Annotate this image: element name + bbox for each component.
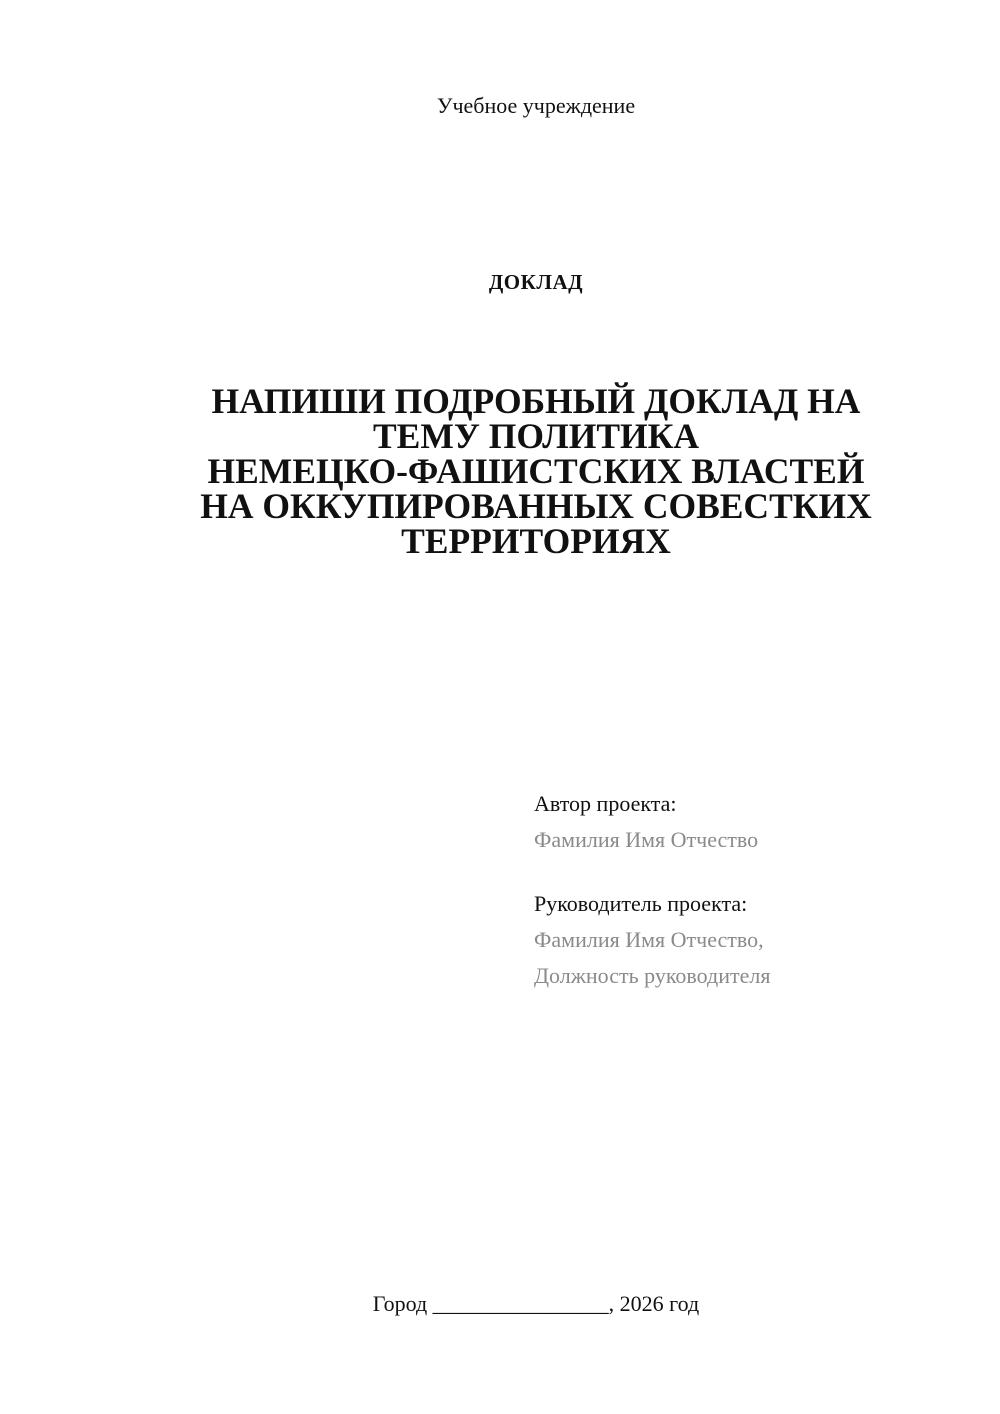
institution-name: Учебное учреждение bbox=[436, 93, 636, 118]
title-line: НАПИШИ ПОДРОБНЫЙ ДОКЛАД НА bbox=[211, 381, 861, 421]
title-line: ТЕРРИТОРИЯХ bbox=[401, 521, 671, 561]
authors-block bbox=[534, 786, 974, 994]
document-type: ДОКЛАД bbox=[488, 270, 584, 294]
author-name: Фамилия Имя Отчество bbox=[534, 827, 759, 852]
spacer bbox=[534, 858, 974, 886]
city-year-line: Город ________________, 2026 год bbox=[372, 1291, 700, 1316]
supervisor-label: Руководитель проекта: bbox=[534, 891, 748, 916]
title-line: НА ОККУПИРОВАННЫХ СОВЕСТКИХ bbox=[200, 486, 872, 526]
supervisor-name: Фамилия Имя Отчество, bbox=[534, 927, 764, 952]
author-label: Автор проекта: bbox=[534, 791, 677, 816]
title-line: НЕМЕЦКО-ФАШИСТСКИХ ВЛАСТЕЙ bbox=[207, 451, 865, 491]
report-title bbox=[150, 381, 922, 561]
title-line: ТЕМУ ПОЛИТИКА bbox=[373, 416, 699, 456]
supervisor-position: Должность руководителя bbox=[534, 963, 771, 988]
